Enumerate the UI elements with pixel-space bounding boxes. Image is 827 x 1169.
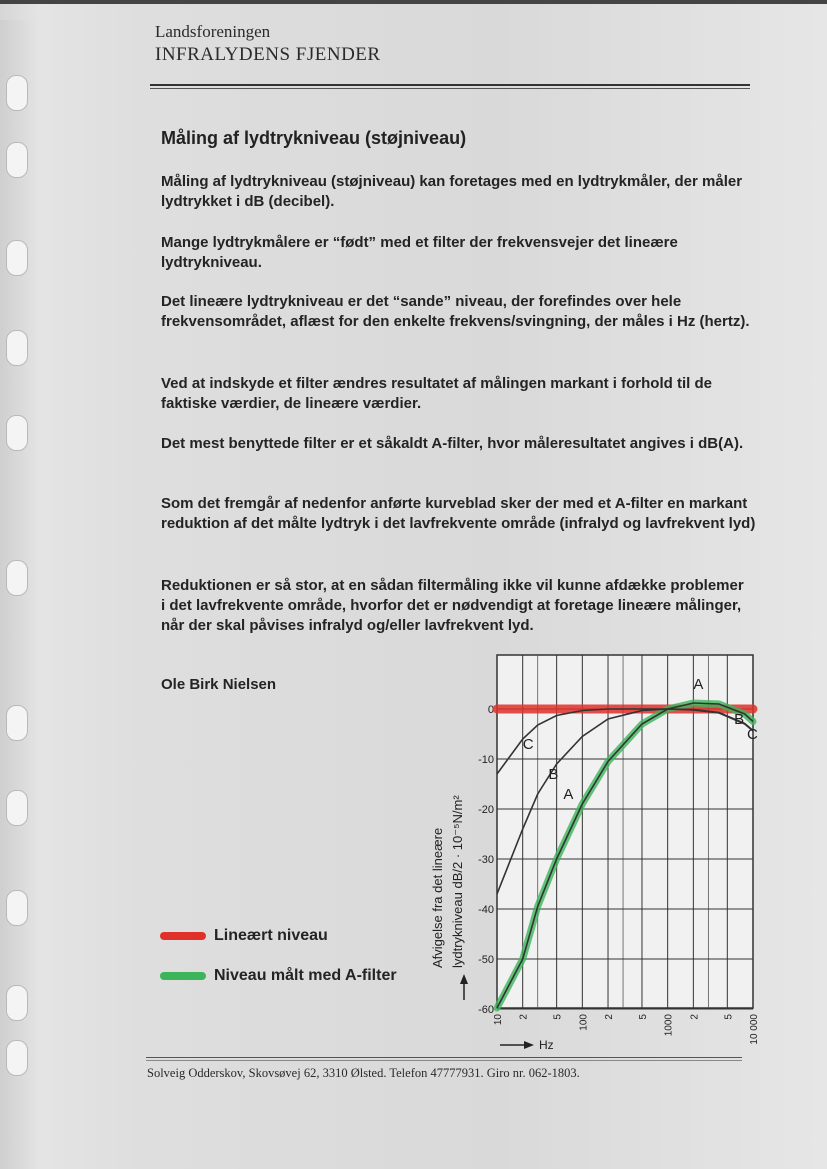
x-tick-label: 100	[578, 1014, 590, 1031]
paragraph: Måling af lydtrykniveau (støjniveau) kan foretages med en lydtrykmåler, der måler lydtrykket i dB (decibel).	[161, 173, 743, 210]
y-tick-label: -30	[478, 854, 494, 866]
paragraph: Mange lydtrykmålere er “født” med et filter der frekvensvejer det lineære lydtrykniveau.	[161, 234, 678, 271]
x-tick-label: 2	[689, 1014, 701, 1020]
binder-hole	[6, 705, 28, 741]
binder-hole	[6, 890, 28, 926]
y-tick-labels	[478, 704, 494, 1016]
legend-swatch-linear	[160, 932, 206, 940]
y-tick-label: 0	[487, 704, 494, 716]
y-axis-arrowhead-icon	[460, 974, 468, 984]
curve-label-A: A	[563, 786, 574, 803]
binder-hole	[6, 240, 28, 276]
curve-label-A: A	[693, 676, 704, 693]
legend-linear	[160, 927, 328, 945]
curve-label-C: C	[522, 736, 534, 753]
curve-label-B: B	[734, 711, 745, 728]
x-tick-label: 1000	[663, 1014, 675, 1037]
curve-label-B: B	[548, 766, 559, 783]
paragraph: Det mest benyttede filter er et såkaldt A-filter, hvor måleresultatet angives i dB(A).	[161, 435, 744, 452]
header-rule-thin	[150, 88, 750, 89]
paragraph: Som det fremgår af nedenfor anførte kurveblad sker der med et A-filter en markant reduktion af det målte lydtryk i det lavfrekvente område (infralyd og lavfrekvent lyd)	[161, 495, 756, 532]
paragraph: Det lineære lydtrykniveau er det “sande” niveau, der forefindes over hele frekvensområdet, aflæst for den enkelte frekvens/svingning, der måles i Hz (hertz).	[161, 293, 750, 330]
x-tick-label: 5	[723, 1014, 735, 1020]
author-name: Ole Birk Nielsen	[161, 676, 277, 693]
footer-contact: Solveig Odderskov, Skovsøvej 62, 3310 Ølsted. Telefon 47777931. Giro nr. 062-1803.	[147, 1066, 580, 1080]
header-organization: Landsforeningen	[155, 22, 271, 41]
binder-strip	[0, 20, 36, 1169]
footer-rule	[146, 1057, 742, 1058]
footer-rule-thin	[146, 1060, 742, 1061]
sleeve-top-edge	[0, 0, 827, 4]
legend-a-filter	[160, 967, 397, 985]
y-axis-label-line1: Afvigelse fra det lineære	[430, 827, 445, 968]
y-tick-label: -20	[478, 804, 494, 816]
binder-hole	[6, 790, 28, 826]
header-rule	[150, 84, 750, 86]
x-tick-label: 2	[518, 1014, 530, 1020]
x-tick-label: 10 000	[749, 1014, 760, 1045]
x-axis-arrowhead-icon	[524, 1041, 534, 1049]
weighting-curve-chart	[420, 650, 780, 1060]
binder-hole	[6, 330, 28, 366]
y-tick-label: -40	[478, 904, 494, 916]
y-tick-label: -10	[478, 754, 494, 766]
x-tick-label: 5	[552, 1014, 564, 1020]
x-tick-labels	[493, 1014, 760, 1045]
x-tick-label: 10	[493, 1014, 504, 1026]
x-axis-label: Hz	[539, 1038, 554, 1052]
paragraph: Reduktionen er så stor, at en sådan filtermåling ikke vil kunne afdække problemer i det lavfrekvente område, hvorfor det er nødvendigt at foretage lineære målinger, når der skal påvises infralyd og/eller lavfrekvent lyd.	[161, 577, 744, 634]
legend-label-a-filter: Niveau målt med A-filter	[214, 967, 397, 984]
header-name: INFRALYDENS FJENDER	[155, 44, 381, 65]
y-tick-label: -60	[478, 1004, 494, 1016]
binder-hole	[6, 75, 28, 111]
legend-swatch-a-filter	[160, 972, 206, 980]
binder-hole	[6, 415, 28, 451]
curve-label-C: C	[746, 726, 758, 743]
binder-hole	[6, 560, 28, 596]
binder-hole	[6, 142, 28, 178]
paragraph: Ved at indskyde et filter ændres resultatet af målingen markant i forhold til de faktiske værdier, de lineære værdier.	[161, 375, 712, 412]
y-axis-label-line2: lydtrykniveau dB/2 · 10⁻⁵N/m²	[450, 795, 465, 968]
x-tick-label: 5	[637, 1014, 649, 1020]
page-title: Måling af lydtrykniveau (støjniveau)	[161, 128, 467, 148]
x-tick-label: 2	[604, 1014, 616, 1020]
binder-hole	[6, 1040, 28, 1076]
binder-hole	[6, 985, 28, 1021]
y-tick-label: -50	[478, 954, 494, 966]
legend-label-linear: Lineært niveau	[214, 927, 328, 944]
